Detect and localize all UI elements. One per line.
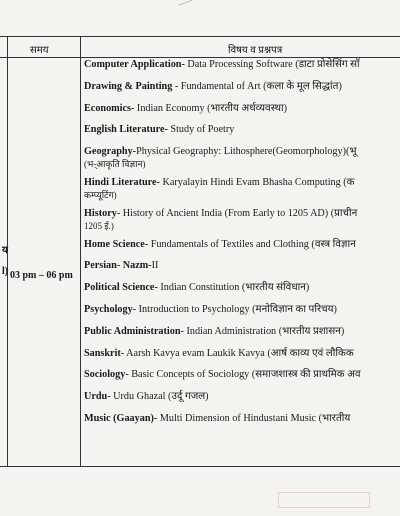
subject-detail: Aarsh Kavya evam Laukik Kavya (आर्ष काव्य एवं लौकिक bbox=[124, 347, 354, 359]
subject-name: Geography- bbox=[84, 146, 137, 158]
table-top-border bbox=[0, 36, 400, 37]
subject-item bbox=[84, 234, 400, 256]
subject-detail: Introduction to Psychology (मनोविज्ञान का परिचय) bbox=[136, 303, 337, 315]
left-fragment-1: य bbox=[2, 245, 8, 256]
subject-item bbox=[84, 119, 400, 141]
subject-item bbox=[84, 386, 400, 408]
subject-detail: Indian Economy (भारतीय अर्थव्यवस्था) bbox=[134, 102, 287, 114]
subject-continuation: कम्प्यूटिंग) bbox=[84, 189, 117, 200]
pen-mark bbox=[179, 0, 196, 15]
subject-item bbox=[84, 203, 400, 225]
time-slot: 03 pm – 06 pm bbox=[10, 270, 73, 281]
subject-detail: Karyalayin Hindi Evam Bhasha Computing (क bbox=[159, 176, 355, 188]
subject-name: Drawing & Painting bbox=[84, 80, 173, 92]
subject-detail: - Fundamental of Art (कला के मूल सिद्धांत) bbox=[172, 80, 342, 92]
subject-continuation: (भ-्आकृति विज्ञान) bbox=[84, 158, 146, 169]
subject-name: Hindi Literature- bbox=[84, 176, 160, 188]
subject-detail: History of Ancient India (From Early to 1205 AD) (प्राचीन bbox=[120, 207, 358, 219]
subject-name: English Literature- bbox=[84, 124, 168, 136]
subject-detail: Urdu Ghazal (उर्दू गजल) bbox=[110, 391, 209, 403]
left-fragment-2: l) bbox=[2, 266, 9, 277]
subject-name: Music (Gaayan)- bbox=[84, 412, 158, 424]
subject-name: Home Science- bbox=[84, 238, 149, 250]
subject-detail: II bbox=[151, 260, 159, 272]
subject-item bbox=[84, 76, 400, 98]
table-bottom-border bbox=[0, 466, 400, 467]
subject-name: Sanskrit- bbox=[84, 347, 125, 359]
subject-name: Economics- bbox=[84, 102, 135, 114]
subject-list bbox=[84, 54, 400, 430]
subject-item bbox=[84, 299, 400, 321]
subject-name: Persian- Nazm- bbox=[84, 260, 152, 272]
subject-name: Urdu- bbox=[84, 391, 111, 403]
subject-item bbox=[84, 255, 400, 277]
subject-detail: Indian Administration (भारतीय प्रशासन) bbox=[183, 325, 345, 337]
subject-item bbox=[84, 408, 400, 430]
subject-name: Public Administration- bbox=[84, 325, 184, 337]
subject-detail: Physical Geography: Lithosphere(Geomorphology)(भू bbox=[136, 146, 357, 158]
subject-item bbox=[84, 321, 400, 343]
subject-name: Sociology- bbox=[84, 369, 129, 381]
subject-item bbox=[84, 98, 400, 120]
subject-detail: Indian Constitution (भारतीय संविधान) bbox=[157, 282, 310, 294]
subject-name: Political Science- bbox=[84, 282, 158, 294]
subject-name: Psychology- bbox=[84, 303, 137, 315]
subject-detail: Multi Dimension of Hindustani Music (भारतीय bbox=[157, 412, 351, 424]
subject-detail: Study of Poetry bbox=[167, 124, 235, 136]
subject-name: Computer Application- bbox=[84, 59, 185, 70]
subject-detail: Data Processing Software (डाटा प्रोसेसिंग सॉ bbox=[184, 59, 360, 70]
subject-item bbox=[84, 364, 400, 386]
subject-item bbox=[84, 172, 400, 194]
subject-continuation: 1205 ई.) bbox=[84, 220, 114, 231]
faint-stamp bbox=[278, 492, 370, 508]
header-subject: विषय व प्रश्नपत्र bbox=[228, 45, 283, 56]
subject-name: History- bbox=[84, 207, 121, 219]
header-time: समय bbox=[30, 45, 49, 56]
subject-item bbox=[84, 277, 400, 299]
subject-item bbox=[84, 54, 400, 76]
subject-detail: Fundamentals of Textiles and Clothing (वस्त्र विज्ञान bbox=[148, 238, 356, 250]
column-divider-2 bbox=[80, 36, 81, 466]
subject-detail: Basic Concepts of Sociology (समाजशास्त्र की प्राथमिक अव bbox=[128, 369, 361, 381]
subject-item bbox=[84, 343, 400, 365]
